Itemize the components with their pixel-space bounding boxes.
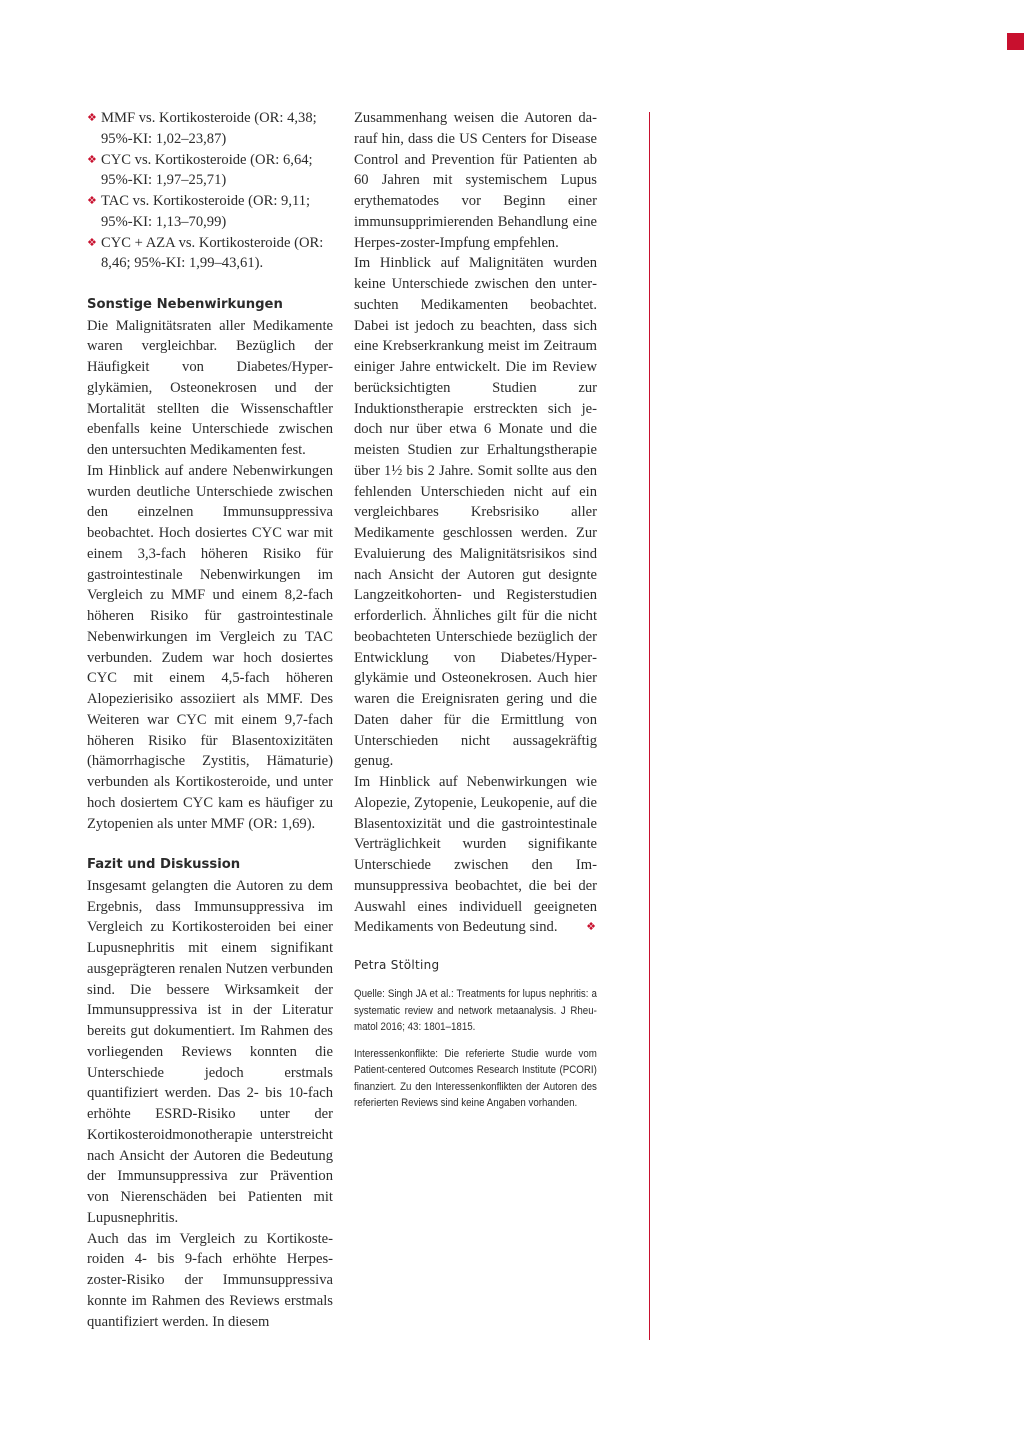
- paragraph: Auch das im Vergleich zu Kortikosteroiden 4- bis 9-fach erhöhte Herpeszoster-Risiko der Immunsuppressiva konnte im Rahmen des Reviews erstmals quantifiziert werden. In diesem: [87, 1230, 333, 1330]
- corner-color-mark: [1007, 33, 1024, 50]
- paragraph: Im Hinblick auf andere Nebenwirkungen wurden deutliche Unterschiede zwischen den einzelnen Immunsuppressiva beobachtet. Hoch dosiertes CYC war mit einem 3,3-fach höheren Risiko für gastrointestinale Nebenwirkungen im Vergleich zu MMF und einem 8,2-fach höheren Risiko für gastrointestinale Nebenwirkungen im Vergleich zu TAC verbunden. Zudem war hoch dosiertes CYC mit einem 4,5-fach höheren Alopezierisiko assoziiert als MMF. Des Weiteren war CYC mit einem 9,7-fach höheren Risiko für Blasentoxizitäten (hämorrhagische Zystitis, Hämaturie) verbunden als Kortikosteroide, und unter hoch dosiertem CYC kam es häufiger zu Zytopenien als unter MMF (OR: 1,69).: [87, 462, 333, 832]
- section-heading-conclusion: Fazit und Diskussion: [87, 857, 241, 872]
- diamond-bullet-icon: ❖: [87, 152, 97, 166]
- paragraph-text: Im Hinblick auf Nebenwirkungen wie Alopezie, Zytopenie, Leukopenie, auf die Blasentoxizität und die gastrointestinale Verträglichkeit wurden signifikante Unterschiede zwischen den Immunsuppressiva beobachtet, die bei der Auswahl eines individuell geeigneten Medikaments von Bedeutung sind.: [354, 774, 597, 936]
- column-left: [87, 108, 333, 1332]
- paragraph: Insgesamt gelangten die Autoren zu dem Ergebnis, dass Immunsuppressiva im Vergleich zu Kortikosteroiden bei einer Lupusnephritis mit einem signifikant ausgeprägteren renalen Nutzen verbunden sind. Die bessere Wirksamkeit der Immunsuppressiva ist in der Literatur bereits gut dokumentiert. Im Rahmen des vorliegenden Reviews konnten die Unterschiede jedoch erstmals quantifiziert werden. Das 2- bis 10-fach erhöhte ESRD-Risiko unter der Kortikosteroidmonotherapie unterstreicht nach Ansicht der Autoren die Bedeutung der Immunsuppressiva zur Prävention von Nierenschäden bei Patienten mit Lupusnephritis.: [87, 877, 333, 1226]
- column-right: [354, 108, 597, 1112]
- paragraph: Die Malignitätsraten aller Medikamente waren vergleichbar. Bezüglich der Häufigkeit von Diabetes/Hyperglykämien, Osteonekrosen und der Mortalität stellten die Wissenschaftler ebenfalls keine Unterschiede zwischen den untersuchten Medikamenten fest.: [87, 317, 333, 458]
- paragraph: Im Hinblick auf Malignitäten wurden keine Unterschiede zwischen den untersuchten Medikamenten beobachtet. Dabei ist jedoch zu beachten, dass sich eine Krebserkrankung meist im Zeitraum einiger Jahre entwickelt. Die im Review berücksichtigten Studien zur Induktionstherapie erstreckten sich jedoch nur über etwa 6 Monate und die meisten Studien zur Erhaltungstherapie über 1½ bis 2 Jahre. Somit sollte aus den fehlenden Unterschieden nicht auf ein vergleichbares Krebsrisiko aller Medikamente geschlossen werden. Zur Evaluierung des Malignitätsrisikos sind nach Ansicht der Autoren gut designte Langzeitkohorten- und Registerstudien erforderlich. Ähnliches gilt für die nicht beobachteten Unterschiede bezüglich der Entwicklung von Diabetes/Hyperglykämie und Osteonekrosen. Auch hier waren die Ereignisraten gering und die Daten daher für die Ermittlung von Unterschieden nicht aussagekräftig genug.: [354, 255, 597, 770]
- or-results-list: [87, 108, 333, 274]
- diamond-bullet-icon: ❖: [87, 194, 97, 207]
- paragraph-final: [354, 772, 597, 938]
- paragraph: Zusammenhang weisen die Autoren darauf hin, dass die US Centers for Disease Control and Prevention für Patienten ab 60 Jahren mit systemischem Lupus erythematodes vor Beginn einer immunsupprimierenden Behandlung eine Herpes-zoster-Impfung empfehlen.: [354, 110, 597, 251]
- vertical-divider-rule: [649, 112, 650, 1340]
- source-citation: Quelle: Singh JA et al.: Treatments for lupus nephritis: a systematic review and network metaanalysis. J Rheumatol 2016; 43: 1801–1815.: [354, 988, 597, 1033]
- diamond-bullet-icon: ❖: [87, 111, 97, 124]
- list-item: ❖ TAC vs. Kortikosteroide (OR: 9,11; 95%-KI: 1,13–70,99): [87, 193, 311, 230]
- list-item: ❖ CYC + AZA vs. Kortikosteroide (OR: 8,46; 95%-KI: 1,99–43,61).: [87, 234, 324, 272]
- list-item: ❖ MMF vs. Kortikosteroide (OR: 4,38; 95%-KI: 1,02–23,87): [87, 110, 317, 147]
- author-name: Petra Stölting: [354, 958, 440, 972]
- list-item: ❖ CYC vs. Kortikosteroide (OR: 6,64; 95%-KI: 1,97–25,71): [87, 151, 313, 189]
- diamond-bullet-icon: ❖: [87, 235, 97, 249]
- section-heading-side-effects: Sonstige Nebenwirkungen: [87, 296, 283, 312]
- end-diamond-icon: ❖: [586, 920, 596, 934]
- conflict-of-interest-note: Interessenkonflikte: Die referierte Studie wurde vom Patient-centered Outcomes Research Institute (PCORI) finanziert. Zu den Interessenkonflikten der Autoren des referierten Reviews sind keine Angaben vorhanden.: [354, 1047, 597, 1109]
